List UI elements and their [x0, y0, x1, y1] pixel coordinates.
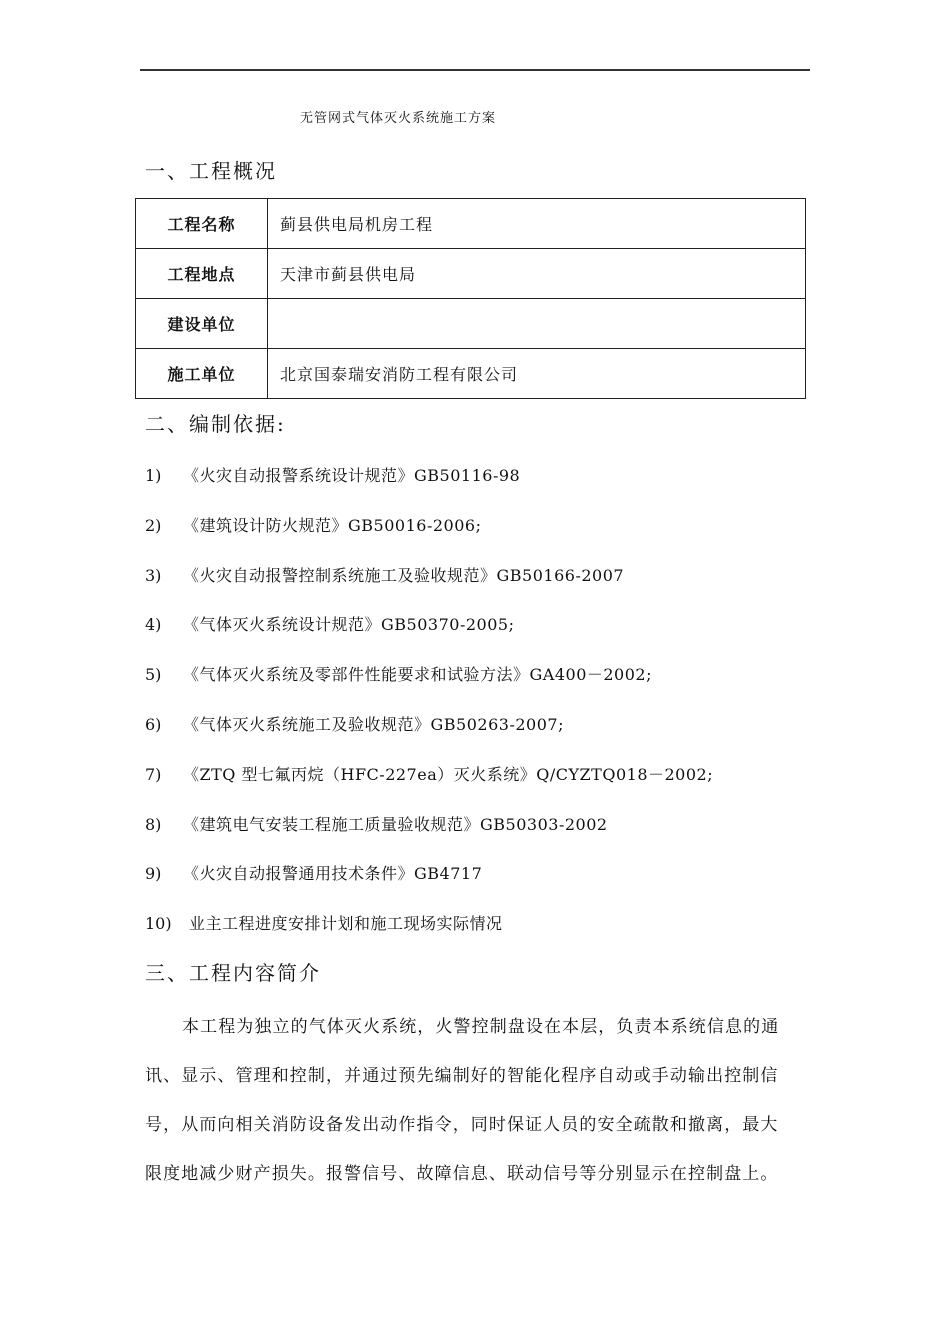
section-heading-basis: 二、编制依据: — [145, 412, 286, 436]
list-item-number: 4) — [145, 615, 162, 634]
table-label: 工程地点 — [136, 249, 268, 299]
table-row — [136, 349, 806, 399]
list-item — [145, 712, 564, 735]
list-item-text: 《火灾自动报警通用技术条件》GB4717 — [183, 864, 483, 883]
table-value: 蓟县供电局机房工程 — [268, 199, 806, 249]
list-item — [145, 762, 713, 785]
section-heading-overview: 一、工程概况 — [145, 159, 277, 183]
table-row — [136, 199, 806, 249]
project-overview-table — [135, 198, 806, 399]
table-label: 工程名称 — [136, 199, 268, 249]
list-item-number: 1) — [145, 466, 162, 485]
table-row — [136, 299, 806, 349]
list-item-text: 《火灾自动报警系统设计规范》GB50116-98 — [183, 466, 521, 485]
list-item-text: 《火灾自动报警控制系统施工及验收规范》GB50166-2007 — [183, 566, 625, 585]
list-item — [145, 513, 481, 536]
list-item-text: 《ZTQ 型七氟丙烷（HFC-227ea）灭火系统》Q/CYZTQ018－2002; — [183, 765, 714, 784]
list-item — [145, 861, 482, 884]
header-rule — [140, 69, 810, 71]
intro-paragraph-line: 讯、显示、管理和控制，并通过预先编制好的智能化程序自动或手动输出控制信 — [145, 1066, 779, 1086]
list-item-number: 3) — [145, 566, 162, 585]
list-item-number: 7) — [145, 765, 162, 784]
list-item-text: 《气体灭火系统及零部件性能要求和试验方法》GA400－2002; — [183, 665, 652, 684]
list-item-number: 9) — [145, 864, 162, 883]
intro-paragraph-line: 本工程为独立的气体灭火系统，火警控制盘设在本层，负责本系统信息的通 — [182, 1017, 780, 1037]
table-value: 北京国泰瑞安消防工程有限公司 — [268, 349, 806, 399]
table-value — [268, 299, 806, 349]
section-heading-intro: 三、工程内容简介 — [145, 961, 321, 985]
list-item — [145, 463, 520, 486]
intro-paragraph-line: 限度地减少财产损失。报警信号、故障信息、联动信号等分别显示在控制盘上。 — [145, 1164, 779, 1184]
list-item — [145, 662, 652, 685]
list-item-text: 《建筑设计防火规范》GB50016-2006; — [183, 516, 482, 535]
list-item — [145, 911, 503, 934]
list-item-number: 6) — [145, 715, 162, 734]
table-value: 天津市蓟县供电局 — [268, 249, 806, 299]
list-item-number: 10) — [145, 914, 172, 933]
intro-paragraph-line: 号，从而向相关消防设备发出动作指令，同时保证人员的安全疏散和撤离，最大 — [145, 1115, 779, 1135]
table-label: 建设单位 — [136, 299, 268, 349]
list-item-text: 业主工程进度安排计划和施工现场实际情况 — [189, 914, 503, 933]
list-item — [145, 563, 624, 586]
list-item — [145, 812, 608, 835]
list-item-text: 《气体灭火系统设计规范》GB50370-2005; — [183, 615, 515, 634]
table-label: 施工单位 — [136, 349, 268, 399]
table-row — [136, 249, 806, 299]
document-title: 无管网式气体灭火系统施工方案 — [300, 111, 497, 126]
list-item-number: 5) — [145, 665, 162, 684]
list-item-text: 《气体灭火系统施工及验收规范》GB50263-2007; — [183, 715, 564, 734]
list-item-number: 2) — [145, 516, 162, 535]
list-item — [145, 612, 514, 635]
list-item-number: 8) — [145, 815, 162, 834]
list-item-text: 《建筑电气安装工程施工质量验收规范》GB50303-2002 — [183, 815, 608, 834]
